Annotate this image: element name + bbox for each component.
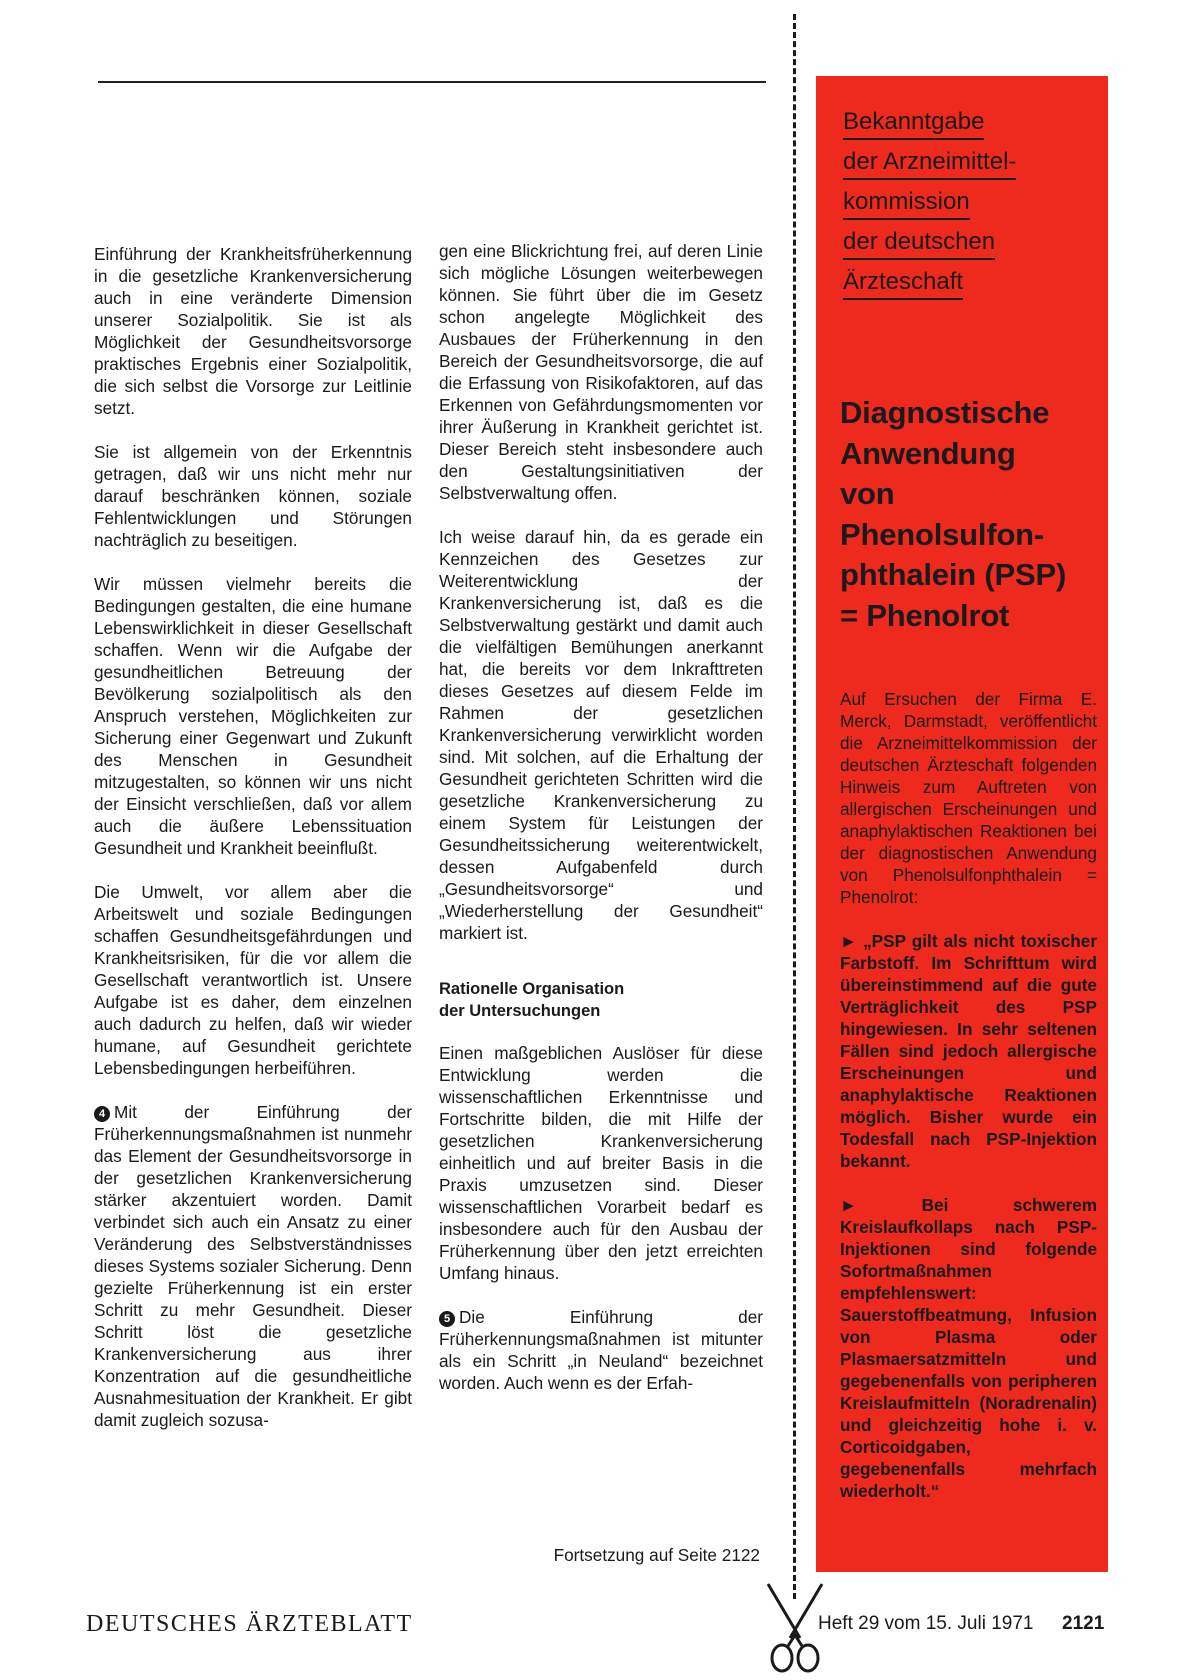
title-line: phthalein (PSP) xyxy=(840,557,1067,592)
paragraph: Ich weise darauf hin, da es gerade ein Kennzeichen des Gesetzes zur Weiterentwicklung der Krankenversicherung ist, daß es die Selbstverwaltung gestärkt und damit auch die vielfältigen Bemühungen anerkannt hat, die bereits vor dem Inkrafttreten dieses Gesetzes auf diesem Felde im Rahmen der gesetzlichen Krankenversicherung verwirklicht worden sind. Mit solchen, auf die Erhaltung der Gesundheit gerichteten Schritten wird die gesetzliche Krankenversicherung zu einem System für Leistungen der Gesundheitssicherung weiterentwickelt, dessen Aufgabenfeld durch „Gesundheitsvorsorge“ und „Wiederherstellung der Gesundheit“ markiert ist. xyxy=(439,527,763,943)
subheading-line: der Untersuchungen xyxy=(439,1002,601,1020)
arrow-bullet-icon: ► xyxy=(840,1195,858,1215)
title-line: Anwendung xyxy=(840,435,1016,471)
number-marker: 5 xyxy=(439,1311,455,1327)
notice-point xyxy=(840,1194,1097,1502)
notice-body xyxy=(840,688,1097,1524)
paragraph: gen eine Blickrichtung frei, auf deren Linie sich mögliche Lösungen weiterbewegen können. Sie führt über die im Gesetz schon angelegte Möglichkeit des Ausbaues der Früherkennung in den Bereich der Gesundheitsvorsorge, die auf die Erfassung von Risikofaktoren, auf das Erkennen von Gefährdungsmomenten vor ihrer Äußerung in Krankheit gerichtet ist. Dieser Bereich steht insbesondere auch den Gestaltungsinitiativen der Selbstverwaltung offen. xyxy=(439,241,763,503)
notice-point-text: „PSP gilt als nicht toxischer Farbstoff. Im Schrifttum wird übereinstimmend auf die gute Verträglichkeit des PSP hingewiesen. In sehr seltenen Fällen sind jedoch allergische Erscheinungen und anaphylaktische Reaktionen möglich. Bisher wurde ein Todesfall nach PSP-Injektion bekannt. xyxy=(840,931,1098,1171)
paragraph: Einen maßgeblichen Auslöser für diese Entwicklung werden die wissenschaftlichen Erkenntnisse und Fortschritte bilden, die mit Hilfe der gesetzlichen Krankenversicherung einheitlich und auf breiter Basis in die Praxis umzusetzen sind. Dieser wissenschaftlichen Vorarbeit bedarf es insbesondere auch für den Ausbau der Früherkennung über den jetzt erreichten Umfang hinaus. xyxy=(439,1043,763,1283)
notice-heading-line: Bekanntgabe xyxy=(843,108,984,140)
subheading-line: Rationelle Organisation xyxy=(439,980,625,998)
title-line: von xyxy=(840,476,895,511)
paragraph: Sie ist allgemein von der Erkenntnis getragen, daß wir uns nicht mehr nur darauf beschränken können, soziale Fehlentwicklungen und Störungen nachträglich zu beseitigen. xyxy=(94,442,412,550)
numbered-paragraph xyxy=(439,1306,763,1394)
notice-title xyxy=(840,393,1106,636)
title-line: = Phenolrot xyxy=(840,597,1010,633)
issue-info: Heft 29 vom 15. Juli 1971 xyxy=(818,1613,1034,1634)
article-column-left xyxy=(94,243,412,1431)
top-rule xyxy=(98,81,766,83)
page-number: 2121 xyxy=(1062,1613,1105,1634)
notice-point-text: Bei schwerem Kreislaufkollaps nach PSP-Injektionen sind folgende Sofortmaßnahmen empfehlenswert: Sauerstoffbeatmung, Infusion von Plasma oder Plasmaersatzmitteln und gegebenenfalls von peripheren Kreislaufmitteln (Noradrenalin) und gleichzeitig hohe i. v. Corticoidgaben, gegebenenfalls mehrfach wiederholt.“ xyxy=(840,1195,1097,1501)
article-column-middle xyxy=(439,240,763,1394)
title-line: Phenolsulfon- xyxy=(840,516,1045,552)
notice-point xyxy=(840,930,1097,1172)
notice-heading-line: der Arzneimittel- xyxy=(843,148,1016,180)
paragraph: Die Umwelt, vor allem aber die Arbeitswelt und soziale Bedingungen schaffen Gesundheitsgefährdungen und Krankheitsrisiken, für die vor allem die Gesellschaft verantwortlich ist. Unsere Aufgabe ist es daher, dem einzelnen auch dadurch zu helfen, daß wir wieder humane, auf Gesundheit gerichtete Lebensbedingungen herbeiführen. xyxy=(94,882,412,1078)
section-subheading xyxy=(439,978,763,1022)
notice-box xyxy=(816,76,1108,1572)
notice-heading-line: der deutschen xyxy=(843,228,995,260)
paragraph: Einführung der Krankheitsfrüherkennung in die gesetzliche Krankenversicherung auch in eine veränderte Dimension unserer Sozialpolitik. Sie ist als Möglichkeit der Gesundheitsvorsorge praktisches Ergebnis einer Sozialpolitik, die sich selbst die Vorsorge zur Leitlinie setzt. xyxy=(94,244,412,418)
title-line: Diagnostische xyxy=(840,395,1050,430)
notice-heading-line: Ärzteschaft xyxy=(843,268,963,300)
continuation-note: Fortsetzung auf Seite 2122 xyxy=(553,1545,760,1565)
paragraph: Wir müssen vielmehr bereits die Bedingungen gestalten, die eine humane Lebenswirklichkeit in dieser Gesellschaft schaffen. Wenn wir die Aufgabe der gesundheitlichen Betreuung der Bevölkerung sozialpolitisch als den Anspruch verstehen, Möglichkeiten zur Sicherung einer Gegenwart und Zukunft des Menschen in Gesundheit mitzugestalten, so können wir uns nicht der Einsicht verschließen, daß vor allem auch die äußere Lebenssituation Gesundheit und Krankheit beeinflußt. xyxy=(94,574,412,858)
arrow-bullet-icon: ► xyxy=(840,931,858,951)
notice-intro: Auf Ersuchen der Firma E. Merck, Darmstadt, veröffentlicht die Arzneimittelkommission der deutschen Ärzteschaft folgenden Hinweis zum Auftreten von allergischen Erscheinungen und anaphylaktischen Reaktionen bei der diagnostischen Anwendung von Phenolsulfonphthalein = Phenolrot: xyxy=(840,689,1097,907)
numbered-paragraph xyxy=(94,1101,412,1431)
paragraph-text: Die Einführung der Früherkennungsmaßnahmen ist mitunter als ein Schritt „in Neuland“ bezeichnet worden. Auch wenn es der Erfah- xyxy=(439,1307,763,1393)
cut-line xyxy=(793,14,796,1599)
notice-heading-line: kommission xyxy=(843,188,970,220)
number-marker: 4 xyxy=(94,1106,110,1122)
journal-name: DEUTSCHES ÄRZTEBLATT xyxy=(86,1611,413,1637)
paragraph-text: Mit der Einführung der Früherkennungsmaßnahmen ist nunmehr das Element der Gesundheitsvorsorge in der gesetzlichen Krankenversicherung stärker akzentuiert worden. Damit verbindet sich auch ein Ansatz zu einer Veränderung des Selbstverständnisses dieses Systems sozialer Sicherung. Denn gezielte Früherkennung ist ein erster Schritt zu mehr Gesundheit. Dieser Schritt löst die gesetzliche Krankenversicherung aus ihrer Konzentration auf die gesundheitliche Ausnahmesituation der Krankheit. Er gibt damit zugleich sozusa- xyxy=(94,1102,412,1430)
